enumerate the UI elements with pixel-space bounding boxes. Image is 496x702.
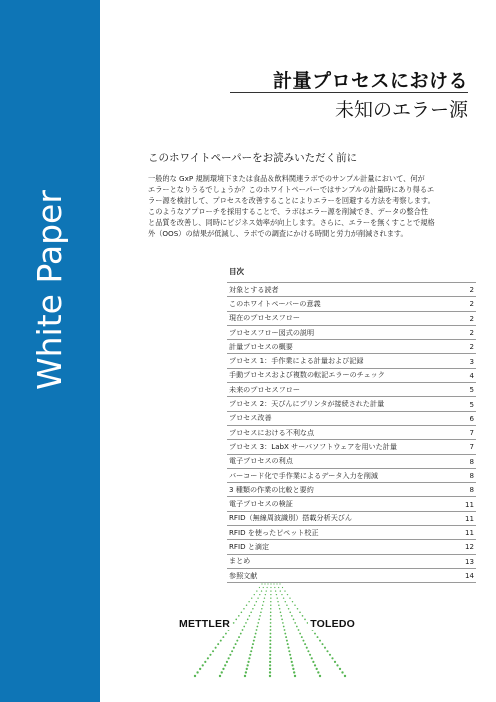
intro-line: 外（OOS）の結果が低減し、ラボでの調査にかける時間と労力が削減されます。 [148,229,408,239]
toc-entry[interactable] [227,312,476,326]
toc-entry-label: 現在のプロセスフロー [229,313,300,323]
toc-entry-label: まとめ [229,556,251,566]
toc-entry-label: 未来のプロセスフロー [229,384,300,394]
toc-entry-page: 11 [464,499,474,509]
toc-entry[interactable] [227,383,476,397]
toc-entry[interactable] [227,440,476,454]
toc-entry-page: 11 [464,528,474,538]
sidebar-label [16,100,86,400]
toc-entry-page: 2 [469,285,474,295]
intro-line: エラーとなりうるでしょうか？このホワイトペーパーではサンプルの計量時にあり得るエ [148,185,435,195]
table-of-contents [227,266,476,583]
toc-entry-page: 8 [469,456,474,466]
toc-entry-page: 11 [464,513,474,523]
toc-entry-label: バーコード化で手作業によるデータ入力を削減 [229,470,378,480]
toc-entry-page: 5 [469,385,474,395]
toc-entry-label: RFID を使ったピペット校正 [229,527,319,537]
toc-entry-page: 8 [469,485,474,495]
toc-entry-page: 14 [464,571,474,581]
toc-entry-label: プロセス 1：手作業による計量および記録 [229,356,364,366]
toc-entry-label: プロセス 2：天びんにプリンタが接続された計量 [229,399,385,409]
toc-entry-page: 7 [469,428,474,438]
svg-text:White Paper: White Paper [30,190,69,390]
toc-entry[interactable] [227,469,476,483]
toc-list [227,282,476,583]
document-title-line2: 未知のエラー源 [334,99,468,121]
toc-entry[interactable] [227,412,476,426]
toc-entry-page: 2 [469,299,474,309]
toc-entry-page: 3 [469,356,474,366]
toc-entry[interactable] [227,369,476,383]
toc-entry[interactable] [227,497,476,511]
intro-line: 一般的な GxP 規制環境下または食品＆飲料関連ラボでのサンプル計量において、何が [148,174,425,183]
company-logo [177,618,357,630]
toc-entry[interactable] [227,512,476,526]
toc-entry[interactable] [227,426,476,440]
toc-entry[interactable] [227,326,476,340]
toc-entry[interactable] [227,483,476,497]
logo-word-right: TOLEDO [310,618,355,630]
logo-pattern [150,576,380,686]
intro-paragraph [148,173,478,240]
toc-entry-page: 5 [469,399,474,409]
intro-heading: このホワイトペーパーをお読みいただく前に [148,152,358,164]
toc-heading: 目次 [229,267,244,276]
toc-entry[interactable] [227,340,476,354]
toc-entry-page: 2 [469,342,474,352]
sidebar-band [0,0,100,702]
intro-line: ラー源を検討して、プロセスを改善することによりエラーを回避する方法を考察します。 [148,196,435,206]
toc-entry-label: プロセスフロー図式の説明 [229,327,315,337]
toc-entry-page: 13 [464,556,474,566]
toc-entry[interactable] [227,354,476,368]
toc-entry-label: 3 種類の作業の比較と要約 [229,484,314,494]
toc-entry[interactable] [227,555,476,569]
document-title-line1: 計量プロセスにおける [272,70,468,92]
toc-entry-label: 電子プロセスの検証 [229,499,293,509]
toc-entry-page: 7 [469,442,474,452]
toc-entry-label: 計量プロセスの概要 [229,341,293,351]
toc-entry[interactable] [227,455,476,469]
toc-entry-label: 対象とする読者 [229,284,279,294]
toc-entry-label: プロセス改善 [229,413,272,423]
toc-entry[interactable] [227,526,476,540]
toc-entry-label: 手動プロセスおよび複数の転記エラーのチェック [229,370,385,380]
toc-entry[interactable] [227,397,476,411]
intro-line: このようなアプローチを採用することで、ラボはエラー源を削減でき、データの整合性 [148,207,428,217]
intro-line: と品質を改善し、同時にビジネス効率が向上します。さらに、エラーを無くすことで規格 [148,218,435,228]
toc-entry-label: 参照文献 [229,570,258,580]
title-divider [230,92,468,93]
logo-word-left: METTLER [179,618,230,630]
toc-entry[interactable] [227,297,476,311]
toc-entry-page: 2 [469,313,474,323]
toc-entry-page: 2 [469,328,474,338]
toc-entry-label: 電子プロセスの利点 [229,456,293,466]
toc-entry-label: プロセス 3：LabX サーバソフトウェアを用いた計量 [229,441,397,451]
toc-entry-label: このホワイトペーパーの意義 [229,298,321,308]
toc-entry[interactable] [227,540,476,554]
toc-entry-label: RFID（無線周波識別）搭載分析天びん [229,513,352,523]
toc-entry-page: 4 [469,370,474,380]
toc-entry[interactable] [227,282,476,297]
toc-entry-page: 12 [464,542,474,552]
toc-entry-label: プロセスにおける不利な点 [229,427,315,437]
toc-entry-page: 8 [469,471,474,480]
toc-entry-label: RFID と滴定 [229,541,270,551]
toc-entry-page: 6 [469,413,474,423]
